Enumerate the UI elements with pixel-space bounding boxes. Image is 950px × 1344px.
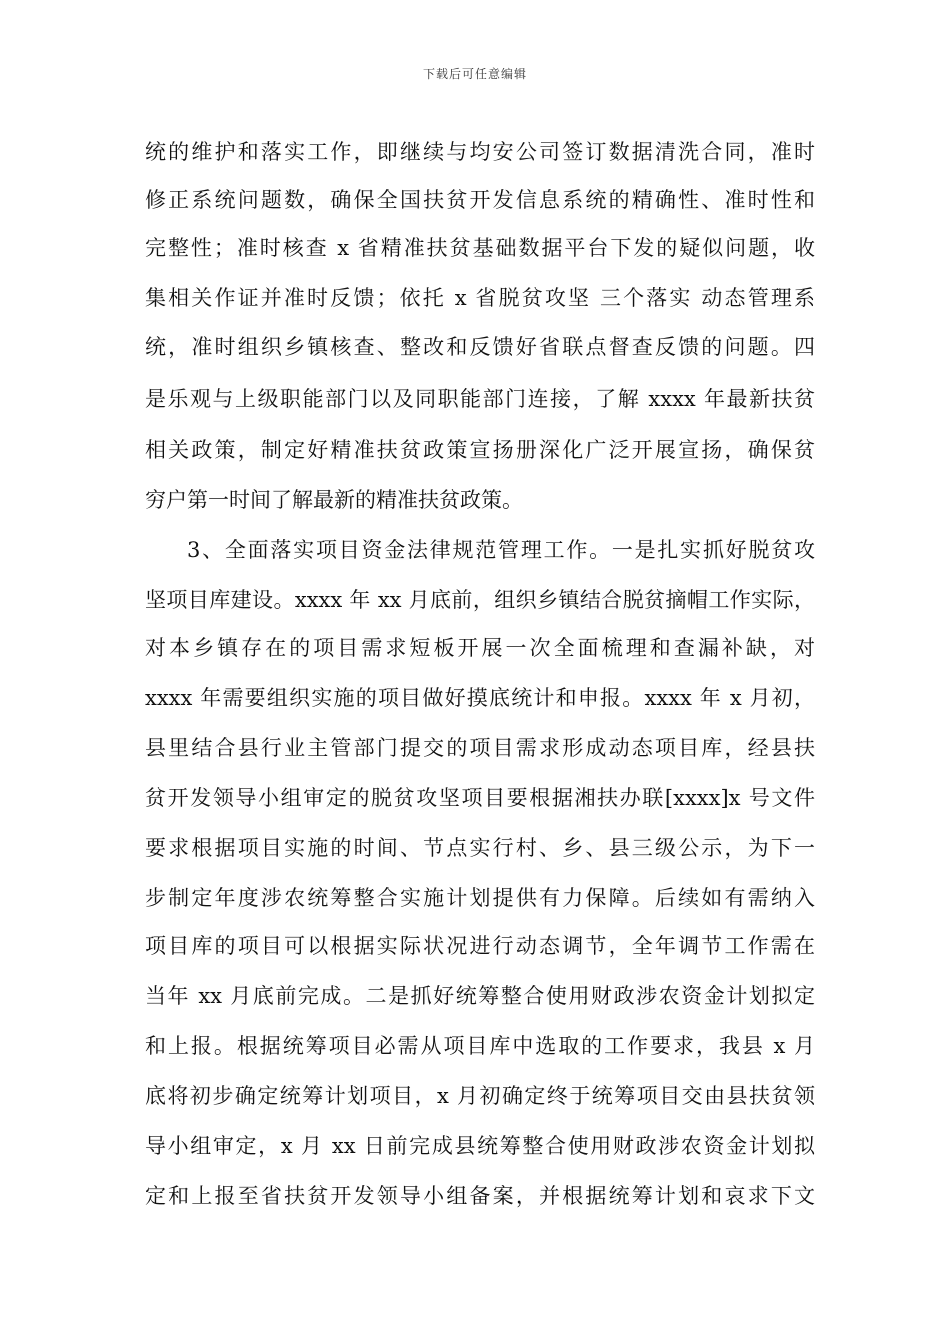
body-line: 完整性；准时核查 x 省精准扶贫基础数据平台下发的疑似问题，收 [145, 236, 815, 260]
body-line: 修正系统问题数，确保全国扶贫开发信息系统的精确性、准时性和 [145, 188, 815, 212]
body-line: xxxx 年需要组织实施的项目做好摸底统计和申报。xxxx 年 x 月初， [145, 686, 815, 710]
body-line: 底将初步确定统筹计划项目，x 月初确定终于统筹项目交由县扶贫领 [145, 1084, 815, 1108]
body-line: 统，准时组织乡镇核查、整改和反馈好省联点督查反馈的问题。四 [145, 335, 815, 359]
body-line: 穷户第一时间了解最新的精准扶贫政策。 [145, 488, 523, 512]
body-line: 项目库的项目可以根据实际状况进行动态调节，全年调节工作需在 [145, 934, 815, 958]
body-line: 定和上报至省扶贫开发领导小组备案，并根据统筹计划和哀求下文 [145, 1184, 815, 1208]
body-line: 相关政策，制定好精准扶贫政策宣扬册深化广泛开展宣扬，确保贫 [145, 438, 815, 462]
body-line: 集相关作证并准时反馈；依托 x 省脱贫攻坚 三个落实 动态管理系 [145, 286, 815, 310]
body-line: 要求根据项目实施的时间、节点实行村、乡、县三级公示，为下一 [145, 836, 815, 860]
body-line: 贫开发领导小组审定的脱贫攻坚项目要根据湘扶办联[xxxx]x 号文件 [145, 786, 815, 810]
body-line: 坚项目库建设。xxxx 年 xx 月底前，组织乡镇结合脱贫摘帽工作实际， [145, 588, 815, 612]
body-line: 是乐观与上级职能部门以及同职能部门连接，了解 xxxx 年最新扶贫 [145, 387, 815, 411]
body-line: 县里结合县行业主管部门提交的项目需求形成动态项目库，经县扶 [145, 736, 815, 760]
body-line: 步制定年度涉农统筹整合实施计划提供有力保障。后续如有需纳入 [145, 886, 815, 910]
paragraph-first-line: 3、全面落实项目资金法律规范管理工作。一是扎实抓好脱贫攻 [187, 538, 815, 562]
page-header: 下载后可任意编辑 [422, 67, 527, 81]
body-line: 对本乡镇存在的项目需求短板开展一次全面梳理和查漏补缺，对 [145, 636, 815, 660]
body-line: 导小组审定，x 月 xx 日前完成县统筹整合使用财政涉农资金计划拟 [145, 1134, 815, 1158]
body-line: 和上报。根据统筹项目必需从项目库中选取的工作要求，我县 x 月 [145, 1034, 815, 1058]
body-line: 当年 xx 月底前完成。二是抓好统筹整合使用财政涉农资金计划拟定 [145, 984, 815, 1008]
body-line: 统的维护和落实工作，即继续与均安公司签订数据清洗合同，准时 [145, 140, 815, 164]
